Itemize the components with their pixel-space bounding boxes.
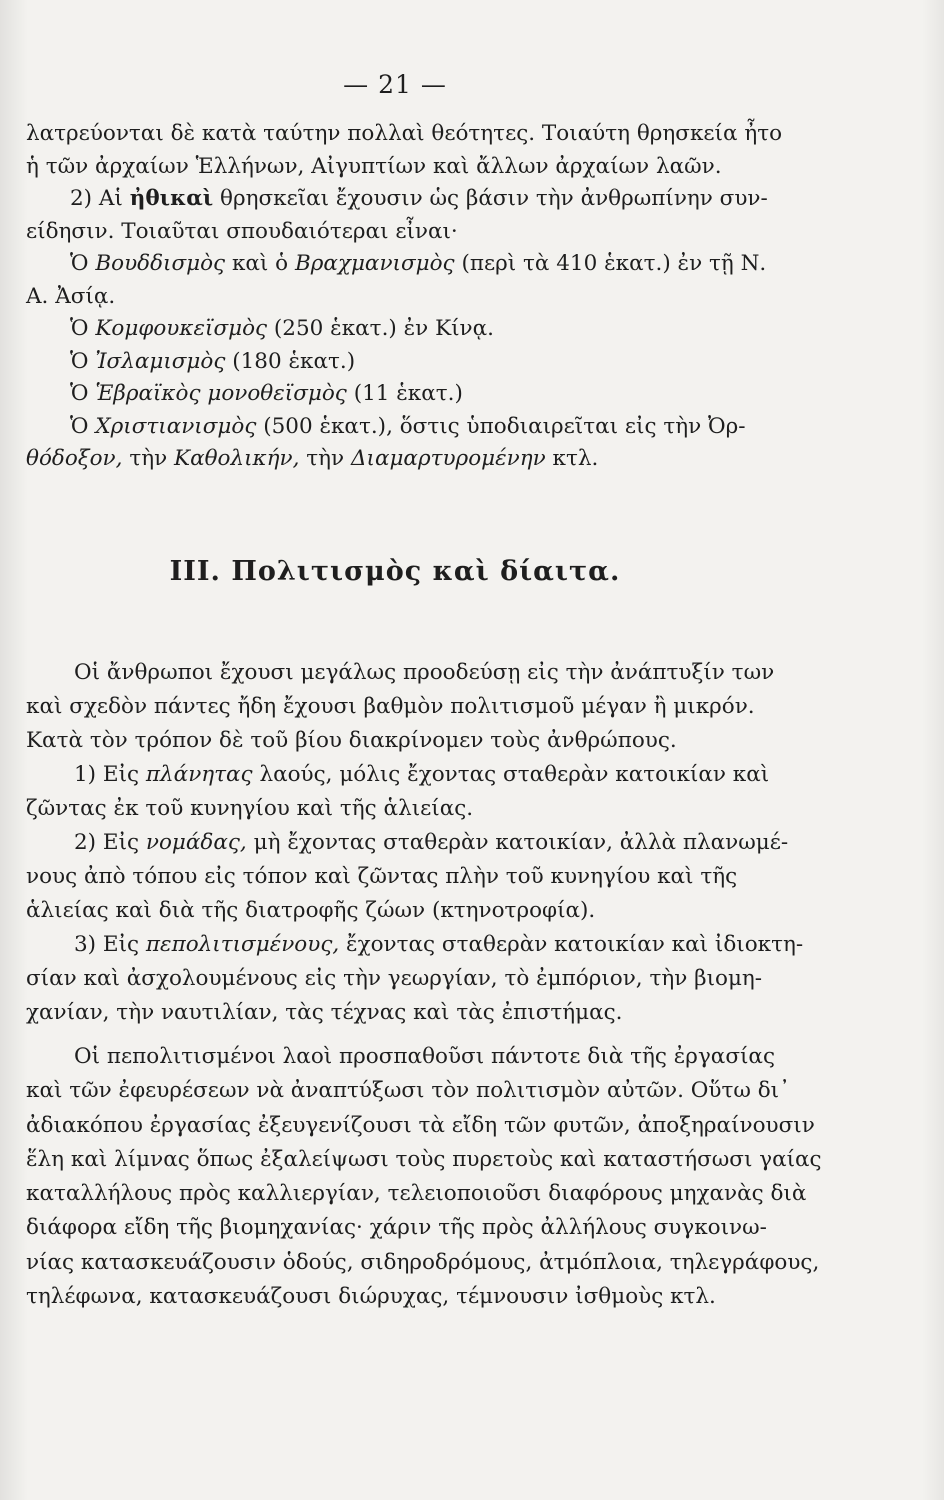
text-line: [26, 826, 806, 860]
italic-term: Χριστιανισμὸς: [95, 413, 257, 439]
text-line: [26, 411, 806, 444]
text-fragment: Ὁ: [70, 381, 89, 406]
text-line: ἡ τῶν ἀρχαίων Ἑλλήνων, Αἰγυπτίων καὶ ἄλλων ἀρχαίων λαῶν.: [26, 153, 722, 179]
text-line: Α. Ἀσίᾳ.: [26, 283, 116, 309]
text-line: [26, 928, 806, 962]
text-fragment: Ὁ: [70, 251, 89, 276]
text-line: καὶ σχεδὸν πάντες ἤδη ἔχουσι βαθμὸν πολιτισμοῦ μέγαν ἢ μικρόν.: [26, 694, 755, 719]
text-line: καὶ τῶν ἐφευρέσεων νὰ ἀναπτύξωσι τὸν πολιτισμὸν αὐτῶν. Οὕτω δι᾽: [26, 1078, 790, 1104]
text-line: νίας κατασκευάζουσιν ὁδούς, σιδηροδρόμους, ἀτμόπλοια, τηλεγράφους,: [26, 1249, 820, 1275]
text-line: καταλλήλους πρὸς καλλιεργίαν, τελειοποιοῦσι διαφόρους μηχανὰς διὰ: [26, 1181, 807, 1207]
text-fragment: μὴ ἔχοντας σταθερὰν κατοικίαν, ἀλλὰ πλανωμέ-: [253, 830, 789, 855]
text-fragment: καὶ ὁ: [231, 251, 289, 276]
italic-term: Κομφουκεϊσμὸς: [95, 316, 268, 341]
italic-term: θόδοξον,: [26, 446, 123, 471]
italic-term: Βραχμανισμὸς: [294, 251, 455, 276]
text-fragment: θρησκεῖαι ἔχουσιν ὡς βάσιν τὴν ἀνθρωπίνην συν-: [220, 186, 768, 211]
text-line: Οἱ ἄνθρωποι ἔχουσι μεγάλως προοδεύσῃ εἰς τὴν ἀνάπτυξίν των: [74, 660, 775, 685]
italic-term: Ἑβραϊκὸς μονοθεϊσμὸς: [95, 381, 347, 406]
text-line: χανίαν, τὴν ναυτιλίαν, τὰς τέχνας καὶ τὰς ἐπιστήμας.: [26, 1000, 623, 1025]
italic-term: Καθολικήν,: [174, 446, 300, 471]
text-fragment: τὴν: [306, 446, 345, 471]
civilization-passage: [26, 656, 806, 1030]
italic-term: Βουδδισμὸς: [95, 251, 226, 276]
text-line: [26, 346, 806, 379]
text-line: νους ἀπὸ τόπου εἰς τόπον καὶ ζῶντας πλὴν τοῦ κυνηγίου καὶ τῆς: [26, 864, 738, 889]
text-fragment: (180 ἑκατ.): [232, 348, 356, 374]
text-fragment: Ὁ: [70, 348, 89, 374]
page-number: — 21 —: [343, 70, 447, 99]
text-line: ἕλη καὶ λίμνας ὅπως ἐξαλείψωσι τοὺς πυρετοὺς καὶ καταστήσωσι γαίας: [26, 1146, 822, 1172]
text-fragment: Ὁ: [70, 316, 89, 341]
italic-term: πλάνητας: [145, 762, 253, 787]
text-line: [26, 313, 806, 346]
text-line: ἁλιείας καὶ διὰ τῆς διατροφῆς ζώων (κτηνοτροφία).: [26, 898, 596, 923]
text-fragment: 1) Εἰς: [74, 762, 140, 787]
text-line: σίαν καὶ ἀσχολουμένους εἰς τὴν γεωργίαν, τὸ ἐμπόριον, τὴν βιομη-: [26, 966, 763, 991]
bold-term: ἠθικαὶ: [129, 186, 214, 211]
progress-passage: [26, 1040, 822, 1314]
text-line: [26, 248, 806, 281]
text-fragment: κτλ.: [552, 446, 599, 471]
text-fragment: (περὶ τὰ 410 ἑκατ.) ἐν τῇ Ν.: [461, 251, 767, 276]
text-line: ζῶντας ἐκ τοῦ κυνηγίου καὶ τῆς ἁλιείας.: [26, 796, 474, 821]
italic-term: Ἰσλαμισμὸς: [95, 348, 226, 374]
religions-passage: [26, 118, 806, 476]
text-fragment: (250 ἑκατ.) ἐν Κίνᾳ.: [273, 316, 494, 341]
text-line: ἀδιακόπου ἐργασίας ἐξευγενίζουσι τὰ εἴδη τῶν φυτῶν, ἀποξηραίνουσιν: [26, 1112, 815, 1138]
text-fragment: Ὁ: [70, 413, 89, 439]
text-line: [26, 758, 806, 792]
text-line: είδησιν. Τοιαῦται σπουδαιότεραι εἶναι·: [26, 218, 458, 244]
section-heading: ΙΙΙ. Πολιτισμὸς καὶ δίαιτα.: [169, 556, 621, 587]
italic-term: νομάδας,: [145, 830, 247, 855]
text-line: [26, 183, 806, 216]
text-fragment: 3) Εἰς: [74, 932, 140, 957]
text-line: [26, 378, 806, 411]
text-fragment: (500 ἑκατ.), ὅστις ὑποδιαιρεῖται εἰς τὴν Ὀρ-: [263, 413, 746, 439]
text-line: Κατὰ τὸν τρόπον δὲ τοῦ βίου διακρίνομεν τοὺς ἀνθρώπους.: [26, 728, 677, 753]
text-fragment: 2) Εἰς: [74, 830, 140, 855]
text-line: τηλέφωνα, κατασκευάζουσι διώρυχας, τέμνουσιν ἰσθμοὺς κτλ.: [26, 1284, 716, 1310]
text-line: λατρεύονται δὲ κατὰ ταύτην πολλαὶ θεότητες. Τοιαύτη θρησκεία ἦτο: [26, 121, 783, 146]
list-number: 2) Αἱ: [70, 186, 123, 211]
text-line: Οἱ πεπολιτισμένοι λαοὶ προσπαθοῦσι πάντοτε διὰ τῆς ἐργασίας: [74, 1044, 775, 1069]
text-fragment: τὴν: [129, 446, 168, 471]
text-fragment: ἔχοντας σταθερὰν κατοικίαν καὶ ἰδιοκτη-: [346, 932, 804, 957]
text-line: [26, 443, 806, 476]
italic-term: πεπολιτισμένους,: [145, 932, 340, 957]
italic-term: Διαμαρτυρομένην: [350, 446, 546, 471]
text-fragment: (11 ἑκατ.): [353, 381, 463, 406]
text-fragment: λαούς, μόλις ἔχοντας σταθερὰν κατοικίαν καὶ: [259, 762, 770, 787]
text-line: διάφορα εἴδη τῆς βιομηχανίας· χάριν τῆς πρὸς ἀλλήλους συγκοινω-: [26, 1215, 767, 1241]
